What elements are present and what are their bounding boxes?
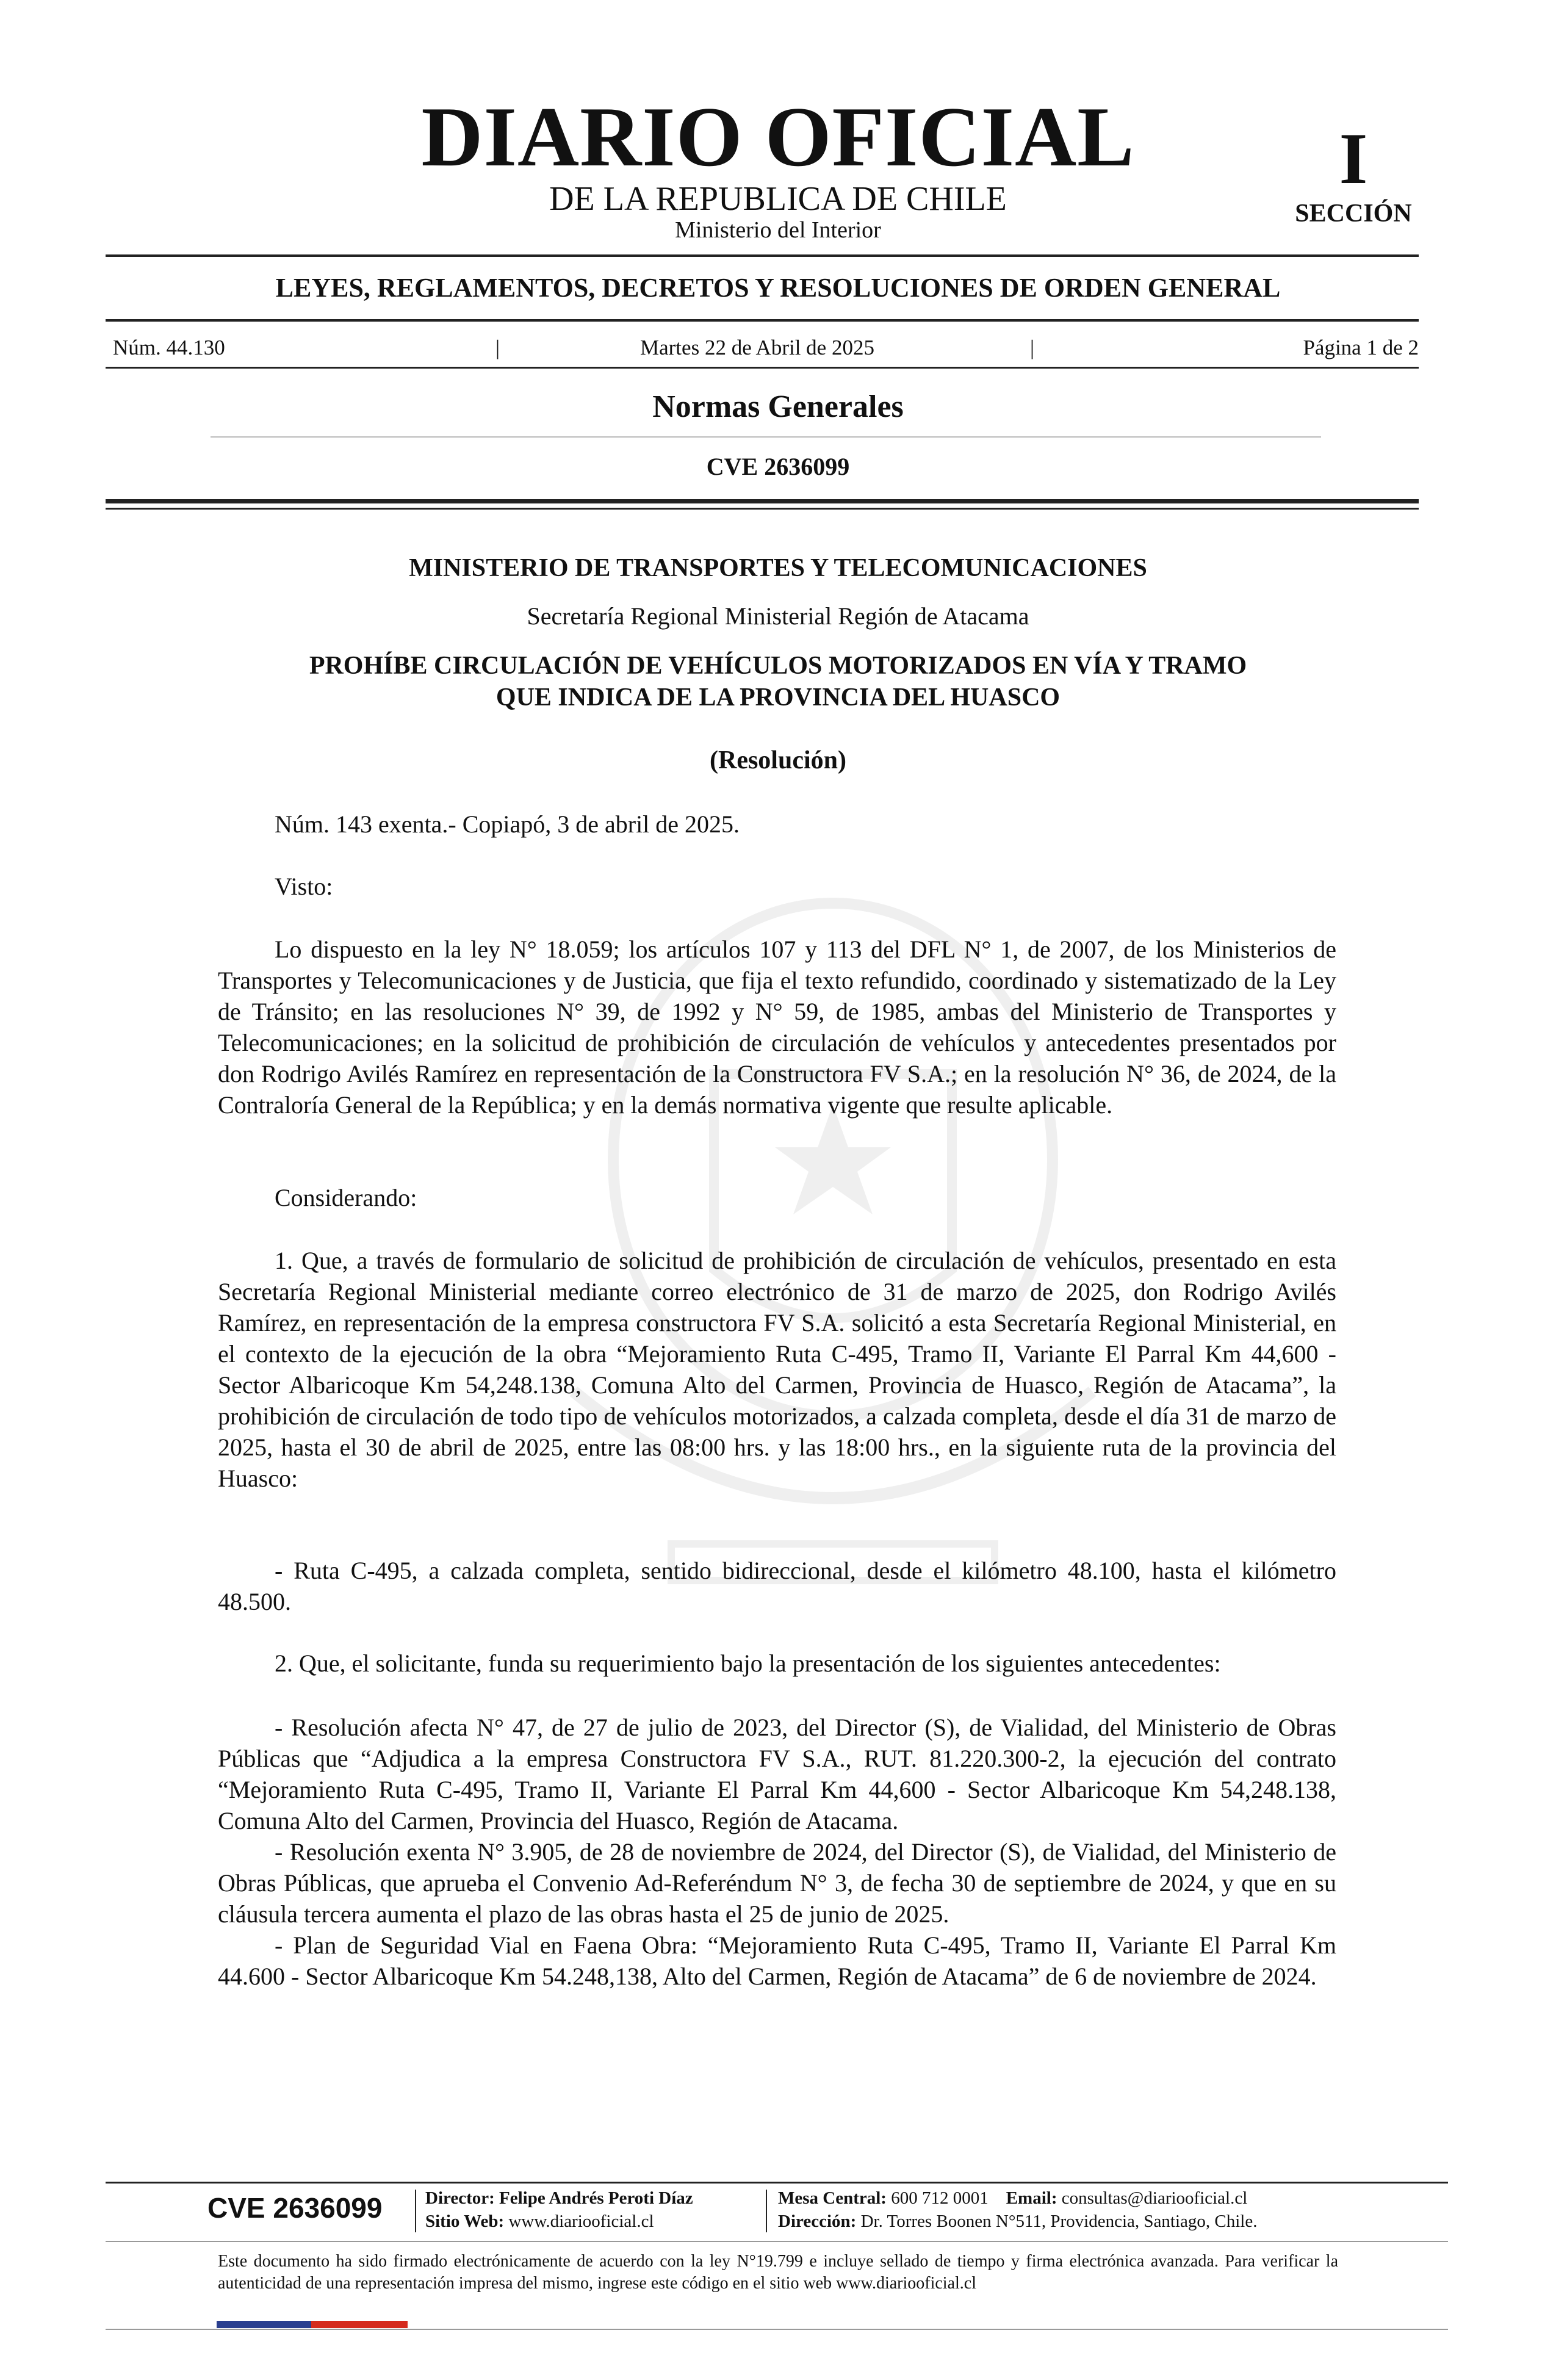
section-heading-divider: [211, 436, 1321, 438]
considerando-label: Considerando:: [275, 1184, 417, 1211]
email-link[interactable]: consultas@diariooficial.cl: [1061, 2188, 1248, 2208]
footer-divider: [106, 2182, 1448, 2183]
resolution-title-line: PROHÍBE CIRCULACIÓN DE VEHÍCULOS MOTORIZADOS EN VÍA Y TRAMO: [309, 652, 1247, 680]
issue-separator: |: [1030, 336, 1035, 359]
secretaria-heading: Secretaría Regional Ministerial Región de Atacama: [527, 602, 1029, 630]
phone-number: 600 712 0001: [891, 2188, 989, 2208]
considerando-point-2: [218, 1648, 1336, 1679]
paragraph: 2. Que, el solicitante, funda su requerimiento bajo la presentación de los siguientes antecedentes:: [275, 1650, 1221, 1677]
issue-number: Núm. 44.130: [113, 336, 225, 359]
resolution-number-line: Núm. 143 exenta.- Copiapó, 3 de abril de 2025.: [275, 810, 740, 838]
footer-vertical-rule: [766, 2190, 767, 2232]
flag-color-bar: [217, 2321, 408, 2328]
phone-label: Mesa Central:: [778, 2188, 887, 2208]
website-link[interactable]: www.diariooficial.cl: [508, 2212, 654, 2231]
thin-divider: [106, 508, 1419, 510]
section-heading: Normas Generales: [652, 389, 904, 424]
cve-code: CVE 2636099: [706, 453, 850, 480]
masthead-title: DIARIO OFICIAL: [421, 90, 1135, 184]
signature-notice: Este documento ha sido firmado electrónicamente de acuerdo con la ley N°19.799 e incluye sellado de tiempo y firma electrónica avanzada. Para verificar la autenticidad de una representación impresa del mismo, ingrese este código en el sitio web www.diariooficial.cl: [218, 2252, 1338, 2293]
category-divider: [106, 319, 1419, 322]
footer-cve-code: CVE 2636099: [207, 2192, 383, 2224]
masthead-subtitle: DE LA REPUBLICA DE CHILE: [549, 180, 1007, 218]
footer-vertical-rule: [415, 2190, 416, 2232]
address: Dr. Torres Boonen N°511, Providencia, Santiago, Chile.: [860, 2212, 1258, 2231]
section-label: SECCIÓN: [1295, 200, 1412, 228]
category-heading: LEYES, REGLAMENTOS, DECRETOS Y RESOLUCIONES DE ORDEN GENERAL: [275, 273, 1281, 303]
resolution-title-line: QUE INDICA DE LA PROVINCIA DEL HUASCO: [495, 683, 1061, 712]
paragraph: - Ruta C-495, a calzada completa, sentido bidireccional, desde el kilómetro 48.100, hasta el kilómetro 48.500.: [218, 1557, 1336, 1615]
visto-label: Visto:: [275, 873, 333, 900]
issue-separator: |: [495, 336, 500, 359]
visto-paragraph: [218, 934, 1336, 1120]
antecedents-list: [218, 1712, 1336, 1992]
website-label: Sitio Web:: [425, 2212, 505, 2231]
email-label: Email:: [1006, 2188, 1057, 2208]
footer-director-block: [425, 2187, 693, 2233]
resolution-title: [0, 650, 1556, 713]
considerando-point-1: [218, 1245, 1336, 1494]
address-label: Dirección:: [778, 2212, 857, 2231]
page-indicator: Página 1 de 2: [1303, 336, 1419, 359]
list-item: - Resolución afecta N° 47, de 27 de julio de 2023, del Director (S), de Vialidad, del Ministerio de Obras Públicas que “Adjudica a la empresa Constructora FV S.A., RUT. 81.220.300-2, la ejecución del contrato “Mejoramiento Ruta C-495, Tramo II, Variante El Parral Km 44,600 - Sector Albaricoque Km 54,248.138, Comuna Alto del Carmen, Provincia del Huasco, Región de Atacama.: [218, 1714, 1336, 1834]
director-name: Felipe Andrés Peroti Díaz: [499, 2188, 693, 2208]
issue-divider: [106, 367, 1419, 369]
list-item: - Resolución exenta N° 3.905, de 28 de noviembre de 2024, del Director (S), de Vialidad, del Ministerio de Obras Públicas, que aprueba el Convenio Ad-Referéndum N° 3, de fecha 30 de septiembre de 2024, y que en su cláusula tercera aumenta el plazo de las obras hasta el 25 de junio de 2025.: [218, 1838, 1336, 1928]
paragraph: 1. Que, a través de formulario de solicitud de prohibición de circulación de vehículos, presentado en esta Secretaría Regional Ministerial mediante correo electrónico de 31 de marzo de 2025, don Rodrigo Avilés Ramírez, en representación de la empresa constructora FV S.A. solicitó a esta Secretaría Regional Ministerial, en el contexto de la ejecución de la obra “Mejoramiento Ruta C-495, Tramo II, Variante El Parral Km 44,600 - Sector Albaricoque Km 54,248.138, Comuna Alto del Carmen, Provincia de Huasco, Región de Atacama”, la prohibición de circulación de todo tipo de vehículos motorizados, a calzada completa, desde el día 31 de marzo de 2025, hasta el 30 de abril de 2025, entre las 08:00 hrs. y las 18:00 hrs., en la siguiente ruta de la provincia del Huasco:: [218, 1247, 1336, 1492]
route-item: [218, 1555, 1336, 1617]
ministry-heading: MINISTERIO DE TRANSPORTES Y TELECOMUNICACIONES: [409, 554, 1147, 582]
bottom-divider: [106, 2329, 1448, 2330]
issue-date: Martes 22 de Abril de 2025: [640, 336, 874, 359]
flag-red-segment: [311, 2321, 408, 2328]
resolution-type: (Resolución): [710, 746, 846, 774]
flag-blue-segment: [217, 2321, 311, 2328]
list-item: - Plan de Seguridad Vial en Faena Obra: “Mejoramiento Ruta C-495, Tramo II, Variante El Parral Km 44.600 - Sector Albaricoque Km 54.248,138, Alto del Carmen, Región de Atacama” de 6 de noviembre de 2024.: [218, 1931, 1336, 1990]
paragraph: Lo dispuesto en la ley N° 18.059; los artículos 107 y 113 del DFL N° 1, de 2007, de los Ministerios de Transportes y Telecomunicaciones y de Justicia, que fija el texto refundido, coordinado y sistematizado de la Ley de Tránsito; en las resoluciones N° 39, de 1992 y N° 59, de 1985, ambas del Ministerio de Transportes y Telecomunicaciones; en la solicitud de prohibición de circulación de vehículos y antecedentes presentados por don Rodrigo Avilés Ramírez en representación de la Constructora FV S.A.; en la resolución N° 36, de 2024, de la Contraloría General de la República; y en la demás normativa vigente que resulte aplicable.: [218, 936, 1336, 1119]
masthead-ministry: Ministerio del Interior: [675, 217, 881, 243]
masthead-divider: [106, 254, 1419, 257]
director-label: Director:: [425, 2188, 495, 2208]
footer-divider: [106, 2241, 1448, 2242]
thick-divider: [106, 499, 1419, 503]
issue-info-row: [113, 331, 1419, 365]
section-number: I: [1339, 118, 1368, 199]
footer-contact-block: [778, 2187, 1257, 2233]
